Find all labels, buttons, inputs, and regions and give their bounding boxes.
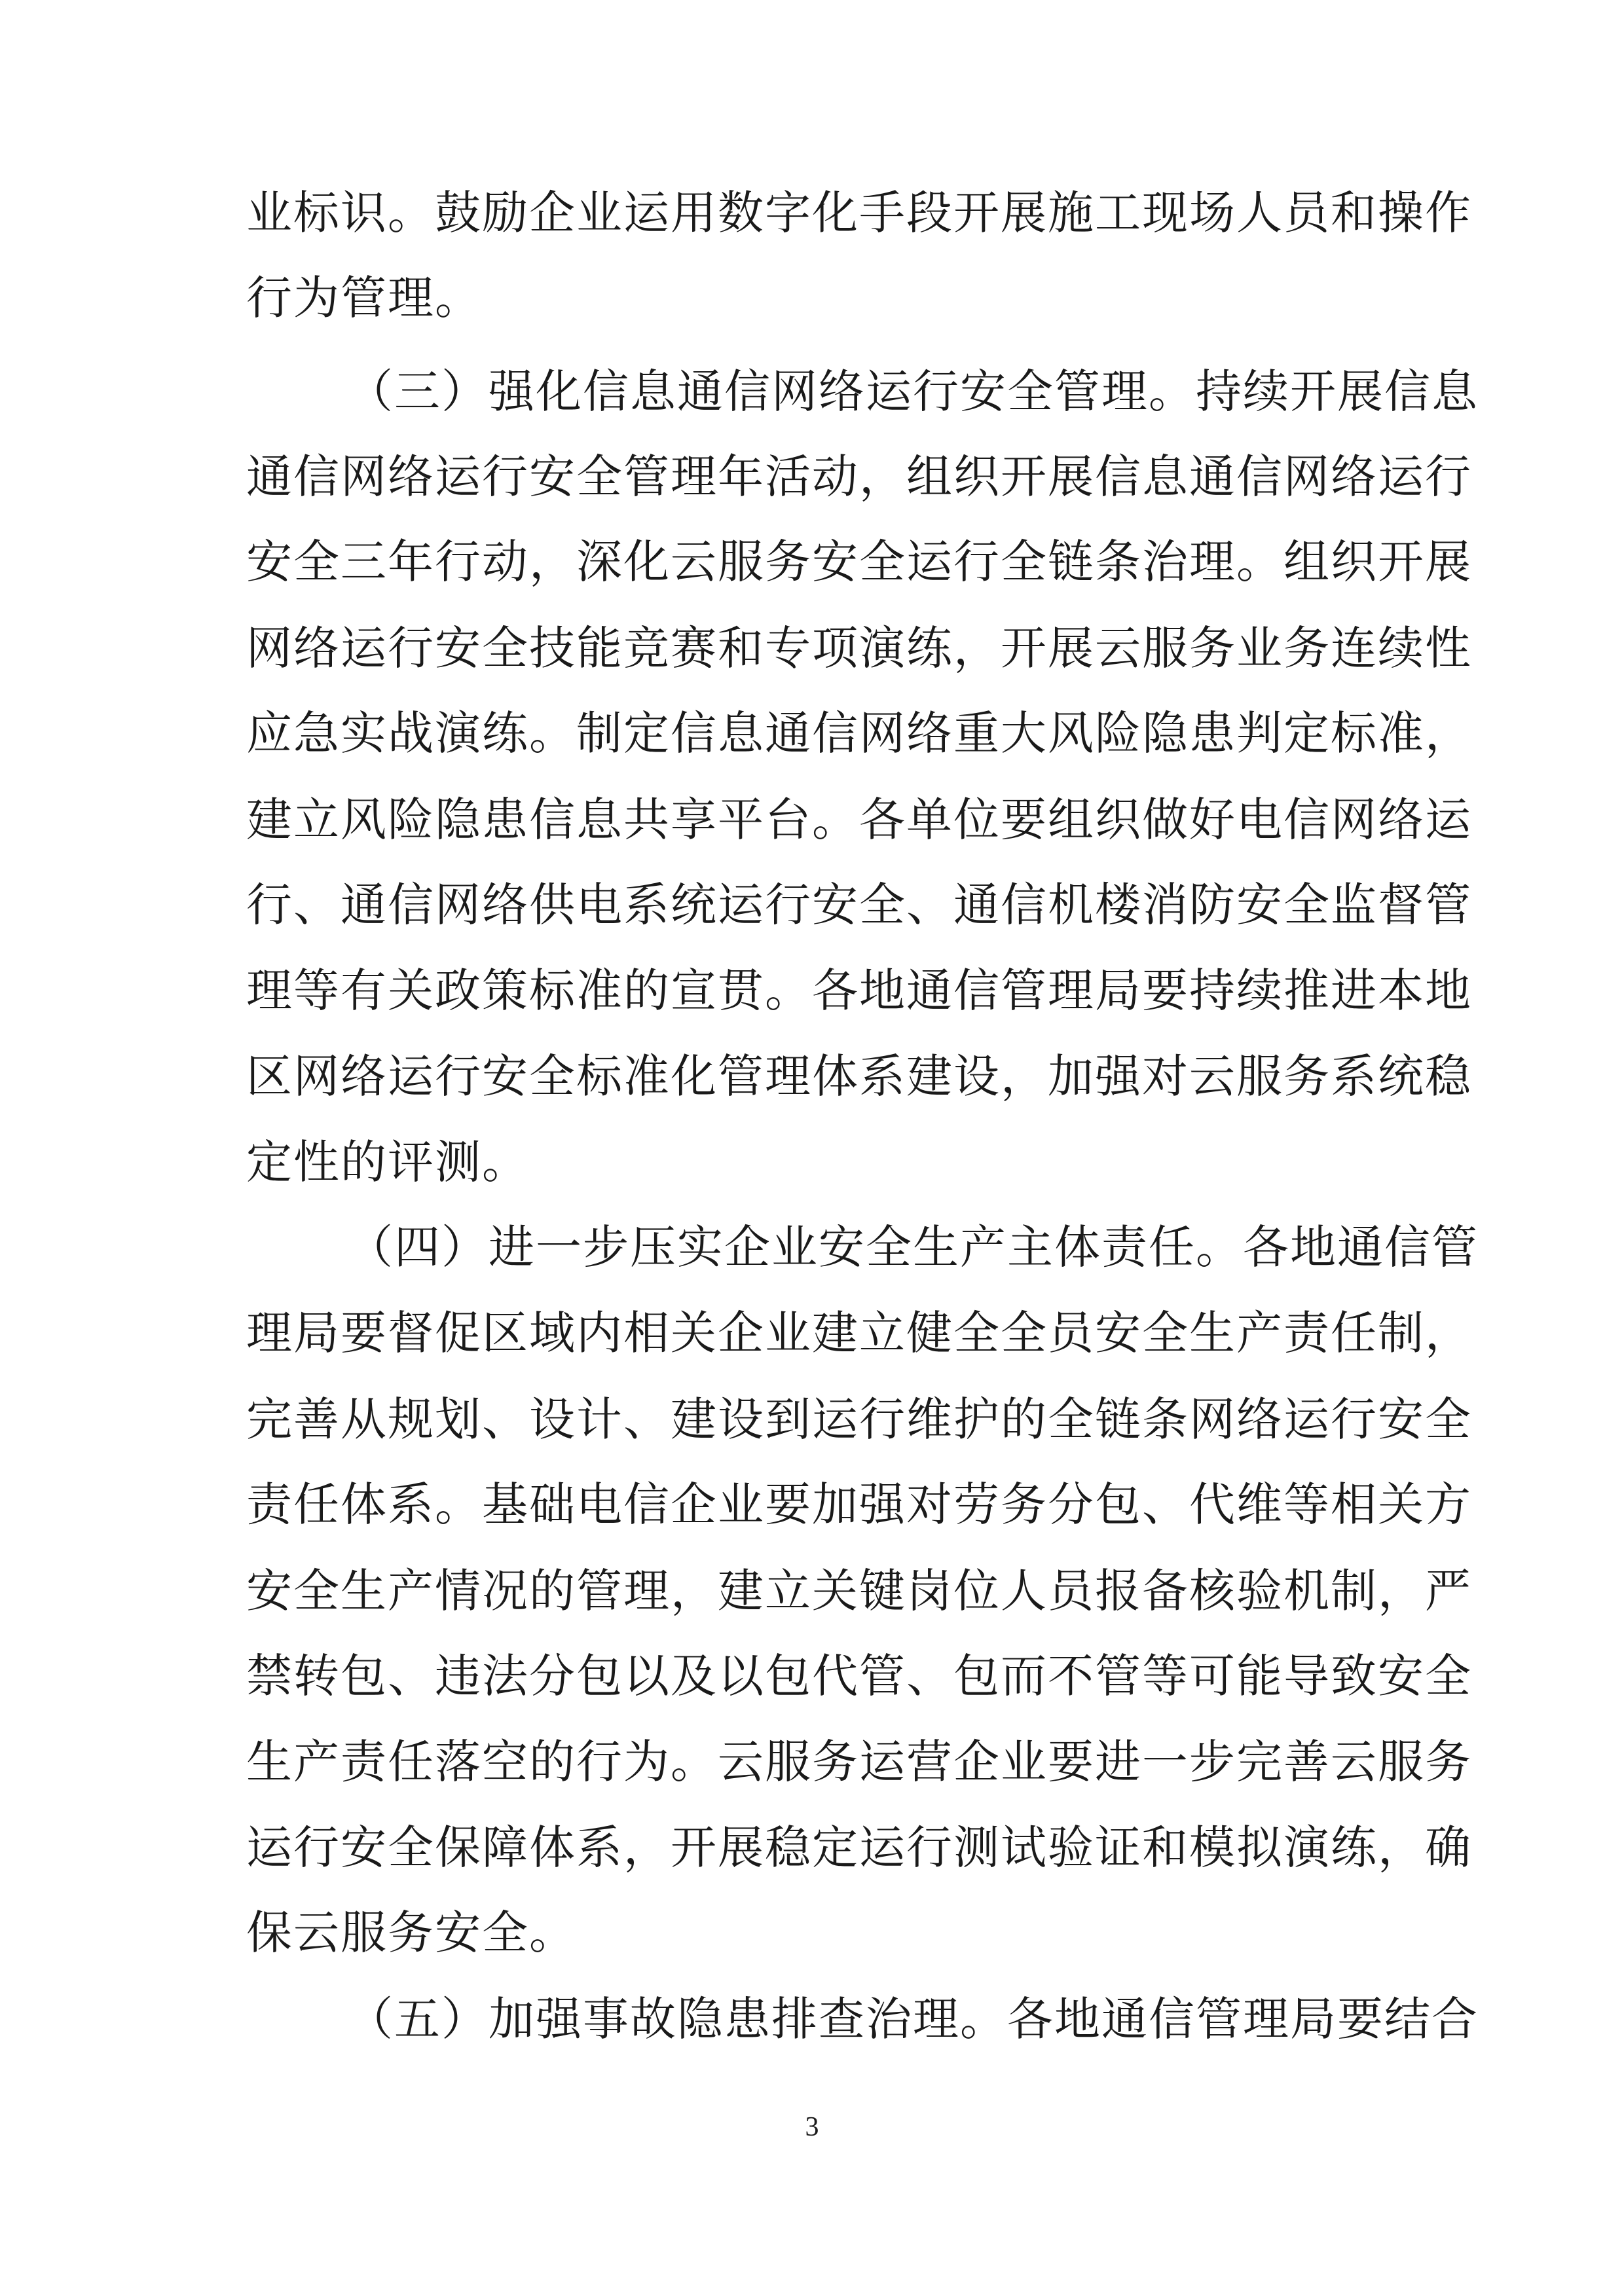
text-line: 生产责任落空的行为。云服务运营企业要进一步完善云服务 bbox=[246, 1735, 1472, 1789]
text-line: 定性的评测。 bbox=[246, 1135, 529, 1189]
section-heading-line: （三）强化信息通信网络运行安全管理。持续开展信息 bbox=[347, 365, 1479, 418]
text-line: 安全生产情况的管理，建立关键岗位人员报备核验机制，严 bbox=[246, 1564, 1472, 1618]
text-line: 理等有关政策标准的宣贯。各地通信管理局要持续推进本地 bbox=[246, 964, 1472, 1017]
section-heading-line: （四）进一步压实企业安全生产主体责任。各地通信管 bbox=[347, 1220, 1479, 1274]
text-line: 运行安全保障体系，开展稳定运行测试验证和模拟演练，确 bbox=[246, 1821, 1472, 1874]
text-line: 行为管理。 bbox=[246, 271, 482, 325]
text-line: 完善从规划、设计、建设到运行维护的全链条网络运行安全 bbox=[246, 1393, 1472, 1446]
text-line: 行、通信网络供电系统运行安全、通信机楼消防安全监督管 bbox=[246, 878, 1472, 932]
text-line: 禁转包、违法分包以及以包代管、包而不管等可能导致安全 bbox=[246, 1649, 1472, 1703]
text-line: 通信网络运行安全管理年活动，组织开展信息通信网络运行 bbox=[246, 450, 1472, 503]
text-line: 责任体系。基础电信企业要加强对劳务分包、代维等相关方 bbox=[246, 1478, 1472, 1531]
section-heading-line: （五）加强事故隐患排查治理。各地通信管理局要结合 bbox=[347, 1992, 1479, 2046]
text-line: 网络运行安全技能竞赛和专项演练，开展云服务业务连续性 bbox=[246, 621, 1472, 675]
text-line: 建立风险隐患信息共享平台。各单位要组织做好电信网络运 bbox=[246, 793, 1472, 847]
text-line: 区网络运行安全标准化管理体系建设，加强对云服务系统稳 bbox=[246, 1049, 1472, 1103]
text-line: 保云服务安全。 bbox=[246, 1906, 576, 1959]
text-line: 安全三年行动，深化云服务安全运行全链条治理。组织开展 bbox=[246, 535, 1472, 589]
text-line: 应急实战演练。制定信息通信网络重大风险隐患判定标准， bbox=[246, 706, 1472, 760]
text-line: 理局要督促区域内相关企业建立健全全员安全生产责任制， bbox=[246, 1306, 1472, 1360]
page-number: 3 bbox=[805, 2112, 819, 2142]
text-line: 业标识。鼓励企业运用数字化手段开展施工现场人员和操作 bbox=[246, 186, 1472, 240]
